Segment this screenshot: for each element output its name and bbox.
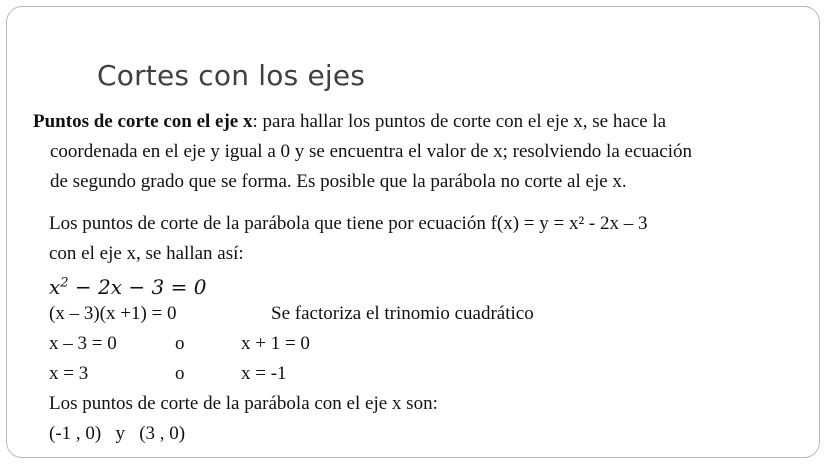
intro-line-1 [33, 107, 803, 137]
equation-base: x [49, 275, 61, 299]
quadratic-equation [49, 275, 206, 299]
example-line-2: con el eje x, se hallan así: [49, 243, 244, 264]
case1-or: o [175, 333, 185, 354]
slide [6, 6, 820, 458]
intercept-points: (-1 , 0) y (3 , 0) [49, 423, 186, 444]
intro-line-2: coordenada en el eje y igual a 0 y se encuentra el valor de x; resolviendo la ecuación [50, 141, 693, 162]
intro-paragraph [33, 107, 803, 197]
example-line-1: Los puntos de corte de la parábola que tiene por ecuación f(x) = y = x² - 2x – 3 [49, 213, 648, 234]
factoring-note: Se factoriza el trinomio cuadrático [271, 303, 534, 324]
intro-line-1-rest: : para hallar los puntos de corte con el eje x, se hace la [252, 111, 667, 132]
conclusion-text: Los puntos de corte de la parábola con el eje x son: [49, 393, 438, 414]
intro-bold-lead: Puntos de corte con el eje x [33, 111, 253, 132]
intro-line-3: de segundo grado que se forma. Es posible que la parábola no corte al eje x. [50, 171, 627, 192]
equation-exponent: 2 [60, 275, 69, 291]
case1-right: x + 1 = 0 [241, 333, 310, 354]
factored-equation: (x – 3)(x +1) = 0 [49, 303, 177, 324]
slide-title: Cortes con los ejes [97, 59, 366, 92]
case1-left: x – 3 = 0 [49, 333, 117, 354]
case2-left: x = 3 [49, 363, 89, 384]
case2-right: x = -1 [241, 363, 287, 384]
case2-or: o [175, 363, 185, 384]
equation-rest: − 2x − 3 = 0 [68, 275, 207, 299]
